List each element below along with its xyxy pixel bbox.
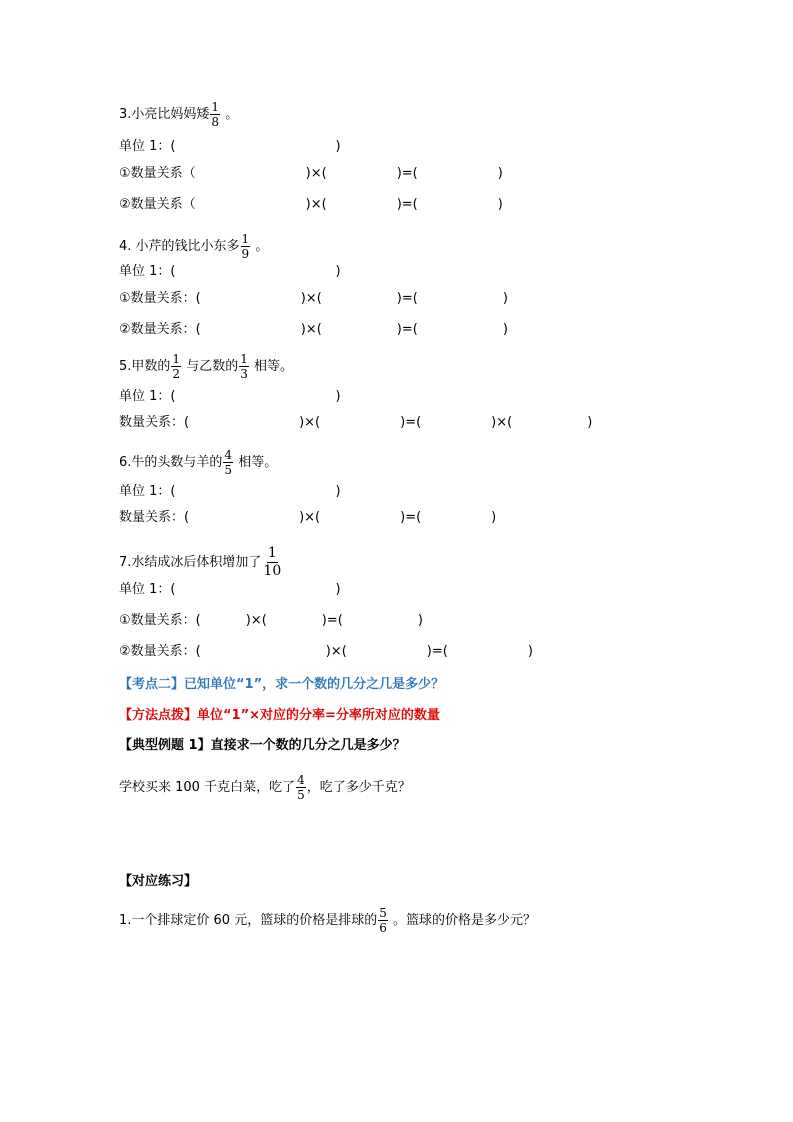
q5-relation: 数量关系：( )×( )=( )×( ) [119,415,593,430]
q4-unit-line: 单位 1：( ) [119,264,341,279]
fraction: $\frac{4}{5}$ [224,448,233,477]
fraction: $\frac{1}{3}$ [240,352,248,381]
example-title: 【典型例题 1】直接求一个数的几分之几是多少？ [119,738,406,753]
q4-question: 4. 小芹的钱比小东多 $\frac{1}{9}$ 。 [119,232,269,261]
fraction: $\frac{1}{8}$ [211,100,220,129]
fraction: $\frac{1}{10}$ [263,545,282,579]
q6-relation: 数量关系：( )×( )=( ) [119,510,497,525]
q3-question: 3.小亮比妈妈矮 $\frac{1}{8}$ 。 [119,100,239,129]
fraction: $\frac{1}{2}$ [172,352,181,381]
q6-unit-line: 单位 1：( ) [119,484,341,499]
method-tip: 【方法点拨】单位“1”×对应的分率=分率所对应的数量 [119,708,440,723]
q3-relation-1: ①数量关系（ )×( )=( ) [119,166,503,181]
q7-relation-1: ①数量关系：( )×( )=( ) [119,613,423,628]
fraction: $\frac{1}{9}$ [241,232,250,261]
q3-unit-line: 单位 1：( ) [119,139,341,154]
practice-question: 1.一个排球定价 60 元，篮球的价格是排球的 $\frac{5}{6}$ 。篮球的价格是多少元？ [119,906,537,935]
q7-unit-line: 单位 1：( ) [119,582,341,597]
q5-question: 5.甲数的 $\frac{1}{2}$ 与乙数的 $\frac{1}{3}$ 相等。 [119,352,293,381]
fraction: $\frac{4}{5}$ [297,773,305,802]
q6-question: 6.牛的头数与羊的 $\frac{4}{5}$ 相等。 [119,448,278,477]
section-heading-kaodian: 【考点二】已知单位“1”，求一个数的几分之几是多少？ [119,677,445,692]
q4-relation-2: ②数量关系：( )×( )=( ) [119,322,508,337]
q3-relation-2: ②数量关系（ )×( )=( ) [119,197,503,212]
q7-relation-2: ②数量关系：( )×( )=( ) [119,644,533,659]
practice-title: 【对应练习】 [119,874,198,889]
fraction: $\frac{5}{6}$ [379,906,387,935]
q4-relation-1: ①数量关系：( )×( )=( ) [119,291,508,306]
example-question: 学校买来 100 千克白菜，吃了 $\frac{4}{5}$ ，吃了多少千克？ [119,773,411,802]
q7-question: 7.水结成冰后体积增加了 $\frac{1}{10}$ [119,545,282,579]
q5-unit-line: 单位 1：( ) [119,389,341,404]
